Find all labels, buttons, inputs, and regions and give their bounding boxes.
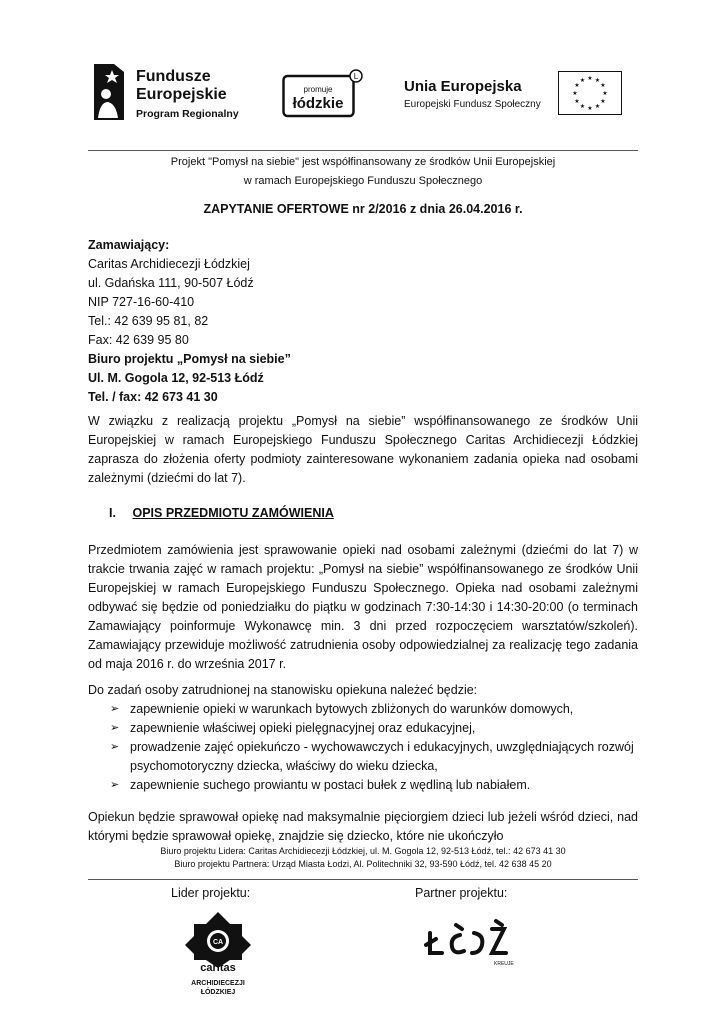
promuje-lodzkie-logo — [282, 68, 364, 118]
contractor-nip: NIP 727-16-60-410 — [88, 295, 195, 309]
duties-list — [88, 700, 638, 795]
contractor-name: Caritas Archidiecezji Łódzkiej — [88, 257, 250, 271]
subject-paragraph: Przedmiotem zamówienia jest sprawowanie opieki nad osobami zależnymi (dziećmi do lat 7) w trakcie trwania zajęć w ramach projektu: „Pomysł na siebie” współfinansowanego ze środków Unii Europejskiej w ramach Europejskiego Funduszu Społecznego. Opieka nad osobami zależnymi odbywać się będzie od poniedziałku do piątku w godzinach 7:30-14:30 i 14:30-20:00 (o terminach Zamawiający poinformuje Wykonawcę min. 3 dni przed rozpoczęciem warsztatów/szkoleń). Zamawiający przewiduje możliwość zatrudnienia osoby odpowiedzialnej za realizację tego zadania od maja 2016 r. do września 2017 r. — [88, 543, 638, 671]
svg-text:★: ★ — [587, 105, 593, 112]
fe-logo-line3: Program Regionalny — [136, 108, 239, 120]
leader-label: Lider projektu: — [171, 886, 251, 900]
svg-text:★: ★ — [594, 103, 601, 110]
contractor-tel: Tel.: 42 639 95 81, 82 — [88, 314, 209, 328]
svg-text:CA: CA — [212, 939, 224, 946]
contractor-block — [88, 236, 638, 407]
fe-logo-line2: Europejskie — [136, 86, 227, 103]
svg-text:★: ★ — [579, 77, 586, 84]
list-item: ➢ zapewnienie właściwej opieki pielęgnacyjnej oraz edukacyjnej, — [88, 719, 638, 738]
section-number: I. — [109, 506, 116, 520]
svg-text:L: L — [353, 72, 359, 81]
svg-text:★: ★ — [594, 77, 601, 84]
cofinance-line1: Projekt "Pomysł na siebie" jest współfinansowany ze środków Unii Europejskiej — [170, 156, 556, 168]
contractor-label: Zamawiający: — [88, 238, 170, 252]
caritas-sub2: ŁÓDZKIEJ — [200, 989, 236, 996]
fe-logo-line1: Fundusze — [136, 68, 211, 85]
svg-text:★: ★ — [574, 82, 580, 89]
list-item: ➢ zapewnienie suchego prowiantu w postaci bułek z wędliną lub nabiałem. — [88, 776, 638, 795]
fundusze-europejskie-logo — [94, 62, 264, 122]
arrow-bullet-icon: ➢ — [110, 722, 120, 734]
fe-flag-icon — [94, 64, 128, 120]
arrow-bullet-icon: ➢ — [110, 779, 120, 791]
list-item: ➢ prowadzenie zajęć opiekuńczo - wychowawczych i edukacyjnych, uwzględniających rozwój psychomotoryczny dziecka, właściwy do wieku dziecka, — [110, 740, 634, 773]
project-office-phone: Tel. / fax: 42 673 41 30 — [88, 390, 218, 404]
caritas-sub1: ARCHIDIECEZJI — [191, 980, 245, 987]
project-office-label: Biuro projektu „Pomysł na siebie” — [88, 352, 291, 366]
caritas-subtitle — [170, 979, 266, 997]
header-divider — [88, 150, 638, 151]
section-heading — [109, 506, 334, 520]
header-logos — [88, 58, 640, 128]
contractor-fax: Fax: 42 639 95 80 — [88, 333, 189, 347]
list-item: ➢ zapewnienie opieki w warunkach bytowych zbliżonych do warunków domowych, — [88, 700, 638, 719]
svg-text:★: ★ — [574, 98, 580, 105]
caretaker-paragraph: Opiekun będzie sprawował opiekę nad maksymalnie pięciorgiem dzieci lub jeżeli wśród dzieci, nad którymi będzie sprawował opiekę, znajdzie się dziecko, które nie ukończyło — [88, 810, 638, 843]
cofinance-note — [88, 153, 638, 191]
partner-label: Partner projektu: — [415, 886, 508, 900]
leader-office: Biuro projektu Lidera: Caritas Archidiecezji Łódzkiej, ul. M. Gogola 12, 92-513 Łódź, tel.: 42 673 41 30 — [160, 846, 566, 856]
project-office-address: Ul. M. Gogola 12, 92-513 Łódź — [88, 371, 264, 385]
svg-text:★: ★ — [572, 90, 578, 97]
svg-text:★: ★ — [600, 98, 606, 105]
caritas-name: caritas — [200, 962, 236, 974]
svg-text:KREUJE: KREUJE — [494, 961, 514, 967]
section-title: OPIS PRZEDMIOTU ZAMÓWIENIA — [132, 506, 334, 520]
unia-europejska-label — [404, 78, 541, 112]
document-title: ZAPYTANIE OFERTOWE nr 2/2016 z dnia 26.04.2016 r. — [203, 202, 523, 216]
arrow-bullet-icon: ➢ — [110, 703, 120, 715]
eu-flag-icon — [558, 71, 622, 115]
svg-text:★: ★ — [600, 82, 606, 89]
svg-text:promuje: promuje — [303, 85, 333, 94]
duties-intro: Do zadań osoby zatrudnionej na stanowisku opiekuna należeć będzie: — [88, 683, 478, 697]
arrow-bullet-icon: ➢ — [110, 741, 120, 753]
svg-text:★: ★ — [587, 75, 593, 82]
partner-office: Biuro projektu Partnera: Urząd Miasta Łodzi, Al. Politechniki 32, 93-590 Łódź, tel. 42 638 45 20 — [174, 859, 552, 869]
svg-text:★: ★ — [579, 103, 586, 110]
ue-line1: Unia Europejska — [404, 78, 522, 95]
contractor-address: ul. Gdańska 111, 90-507 Łódź — [88, 276, 254, 290]
svg-text:łódzkie: łódzkie — [292, 95, 344, 112]
ue-line2: Europejski Fundusz Społeczny — [404, 99, 541, 110]
footer-divider — [88, 879, 638, 880]
cofinance-line2: w ramach Europejskiego Funduszu Społecznego — [243, 175, 483, 187]
footer-offices — [88, 845, 638, 871]
svg-text:★: ★ — [602, 90, 608, 97]
lodz-city-logo — [424, 915, 514, 971]
intro-paragraph: W związku z realizacją projektu „Pomysł na siebie” współfinansowanego ze środków Unii Europejskiej w ramach Europejskiego Funduszu Społecznego Caritas Archidiecezji Łódzkiej zaprasza do złożenia oferty podmioty zainteresowane wykonaniem zadania opieka nad osobami zależnymi (dziećmi do lat 7). — [88, 414, 638, 485]
